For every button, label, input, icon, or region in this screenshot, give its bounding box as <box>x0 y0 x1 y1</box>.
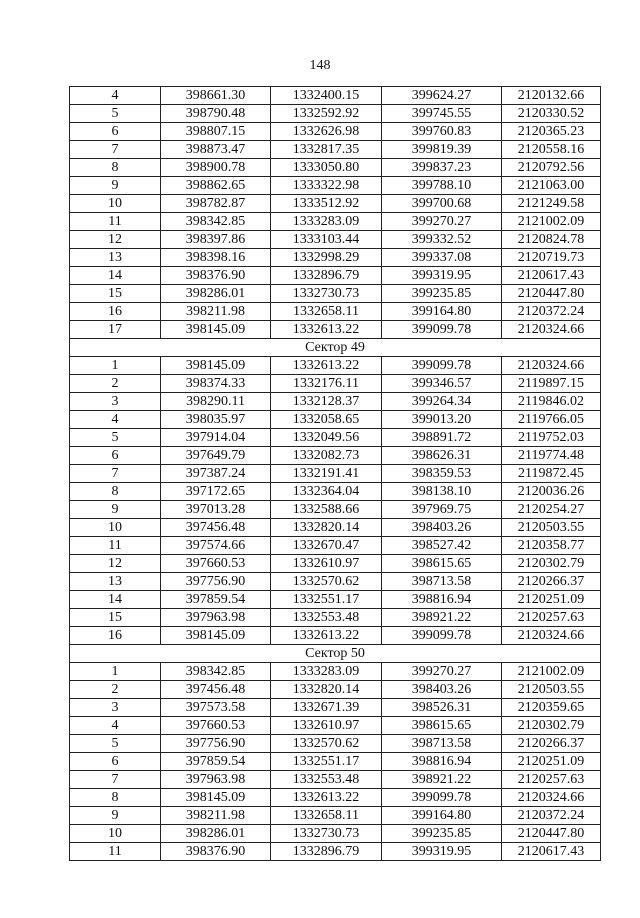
x1-cell: 397963.98 <box>161 609 271 627</box>
x2-cell: 399099.78 <box>382 627 502 645</box>
table-row <box>70 519 601 537</box>
x1-cell: 398342.85 <box>161 213 271 231</box>
x2-cell: 399837.23 <box>382 159 502 177</box>
x2-cell: 398403.26 <box>382 681 502 699</box>
x1-cell: 398862.65 <box>161 177 271 195</box>
table-row <box>70 447 601 465</box>
point-number-cell: 14 <box>70 591 161 609</box>
y1-cell: 1332610.97 <box>271 555 382 573</box>
point-number-cell: 6 <box>70 753 161 771</box>
y2-cell: 2120266.37 <box>502 735 601 753</box>
y1-cell: 1332998.29 <box>271 249 382 267</box>
y2-cell: 2119872.45 <box>502 465 601 483</box>
table-row <box>70 429 601 447</box>
x2-cell: 398527.42 <box>382 537 502 555</box>
x2-cell: 398921.22 <box>382 609 502 627</box>
point-number-cell: 5 <box>70 429 161 447</box>
y2-cell: 2121002.09 <box>502 663 601 681</box>
x2-cell: 398403.26 <box>382 519 502 537</box>
point-number-cell: 12 <box>70 231 161 249</box>
x1-cell: 398286.01 <box>161 285 271 303</box>
table-row <box>70 591 601 609</box>
y1-cell: 1332626.98 <box>271 123 382 141</box>
table-row <box>70 699 601 717</box>
table-row <box>70 627 601 645</box>
table-row <box>70 357 601 375</box>
table-row <box>70 267 601 285</box>
x1-cell: 398145.09 <box>161 789 271 807</box>
point-number-cell: 1 <box>70 357 161 375</box>
table-row <box>70 771 601 789</box>
x1-cell: 398398.16 <box>161 249 271 267</box>
y2-cell: 2119846.02 <box>502 393 601 411</box>
y1-cell: 1332364.04 <box>271 483 382 501</box>
x1-cell: 397859.54 <box>161 591 271 609</box>
y2-cell: 2119766.05 <box>502 411 601 429</box>
x1-cell: 397914.04 <box>161 429 271 447</box>
y2-cell: 2120266.37 <box>502 573 601 591</box>
x1-cell: 397859.54 <box>161 753 271 771</box>
y1-cell: 1332730.73 <box>271 285 382 303</box>
x1-cell: 398211.98 <box>161 303 271 321</box>
x1-cell: 397649.79 <box>161 447 271 465</box>
point-number-cell: 4 <box>70 411 161 429</box>
table-row <box>70 303 601 321</box>
y2-cell: 2119774.48 <box>502 447 601 465</box>
x2-cell: 398359.53 <box>382 465 502 483</box>
x2-cell: 399745.55 <box>382 105 502 123</box>
x2-cell: 399819.39 <box>382 141 502 159</box>
point-number-cell: 6 <box>70 447 161 465</box>
x1-cell: 398286.01 <box>161 825 271 843</box>
x2-cell: 399164.80 <box>382 303 502 321</box>
table-row <box>70 483 601 501</box>
point-number-cell: 6 <box>70 123 161 141</box>
y1-cell: 1332191.41 <box>271 465 382 483</box>
x2-cell: 399270.27 <box>382 663 502 681</box>
table-row <box>70 681 601 699</box>
x2-cell: 399332.52 <box>382 231 502 249</box>
table-row <box>70 807 601 825</box>
y2-cell: 2120251.09 <box>502 753 601 771</box>
table-row <box>70 159 601 177</box>
table-row <box>70 231 601 249</box>
sector-header-row <box>70 645 601 663</box>
point-number-cell: 5 <box>70 105 161 123</box>
y1-cell: 1332588.66 <box>271 501 382 519</box>
x2-cell: 398921.22 <box>382 771 502 789</box>
table-row <box>70 843 601 861</box>
x1-cell: 398376.90 <box>161 267 271 285</box>
x1-cell: 398342.85 <box>161 663 271 681</box>
y2-cell: 2120558.16 <box>502 141 601 159</box>
table-row <box>70 141 601 159</box>
x1-cell: 398782.87 <box>161 195 271 213</box>
y2-cell: 2121002.09 <box>502 213 601 231</box>
y1-cell: 1332610.97 <box>271 717 382 735</box>
y1-cell: 1333512.92 <box>271 195 382 213</box>
table-row <box>70 735 601 753</box>
x1-cell: 397963.98 <box>161 771 271 789</box>
point-number-cell: 10 <box>70 825 161 843</box>
x1-cell: 398145.09 <box>161 627 271 645</box>
y1-cell: 1332570.62 <box>271 735 382 753</box>
y1-cell: 1332817.35 <box>271 141 382 159</box>
y1-cell: 1332128.37 <box>271 393 382 411</box>
y2-cell: 2120365.23 <box>502 123 601 141</box>
y1-cell: 1332049.56 <box>271 429 382 447</box>
y1-cell: 1333103.44 <box>271 231 382 249</box>
x2-cell: 399235.85 <box>382 285 502 303</box>
table-row <box>70 573 601 591</box>
table-row <box>70 285 601 303</box>
point-number-cell: 9 <box>70 501 161 519</box>
point-number-cell: 7 <box>70 771 161 789</box>
point-number-cell: 3 <box>70 699 161 717</box>
point-number-cell: 3 <box>70 393 161 411</box>
y1-cell: 1332658.11 <box>271 303 382 321</box>
y2-cell: 2119752.03 <box>502 429 601 447</box>
y2-cell: 2121249.58 <box>502 195 601 213</box>
x2-cell: 398626.31 <box>382 447 502 465</box>
sector-title: Сектор 49 <box>70 339 601 357</box>
table-row <box>70 249 601 267</box>
table-row <box>70 501 601 519</box>
y2-cell: 2120302.79 <box>502 717 601 735</box>
point-number-cell: 10 <box>70 195 161 213</box>
x1-cell: 398145.09 <box>161 321 271 339</box>
y1-cell: 1332613.22 <box>271 321 382 339</box>
x1-cell: 398376.90 <box>161 843 271 861</box>
x2-cell: 399099.78 <box>382 321 502 339</box>
y2-cell: 2120372.24 <box>502 303 601 321</box>
x1-cell: 398807.15 <box>161 123 271 141</box>
y1-cell: 1332670.47 <box>271 537 382 555</box>
y2-cell: 2120617.43 <box>502 843 601 861</box>
x1-cell: 397660.53 <box>161 555 271 573</box>
y2-cell: 2120324.66 <box>502 321 601 339</box>
y2-cell: 2120372.24 <box>502 807 601 825</box>
x2-cell: 398615.65 <box>382 717 502 735</box>
x2-cell: 398615.65 <box>382 555 502 573</box>
sector-header-row <box>70 339 601 357</box>
point-number-cell: 8 <box>70 159 161 177</box>
page-number: 148 <box>309 58 331 73</box>
x1-cell: 397756.90 <box>161 735 271 753</box>
table-row <box>70 789 601 807</box>
y2-cell: 2120503.55 <box>502 681 601 699</box>
y2-cell: 2120359.65 <box>502 699 601 717</box>
point-number-cell: 9 <box>70 807 161 825</box>
x1-cell: 398211.98 <box>161 807 271 825</box>
y2-cell: 2120254.27 <box>502 501 601 519</box>
point-number-cell: 17 <box>70 321 161 339</box>
x1-cell: 397573.58 <box>161 699 271 717</box>
x1-cell: 398397.86 <box>161 231 271 249</box>
table-row <box>70 411 601 429</box>
x1-cell: 397756.90 <box>161 573 271 591</box>
point-number-cell: 16 <box>70 303 161 321</box>
table-row <box>70 465 601 483</box>
x2-cell: 398816.94 <box>382 753 502 771</box>
x1-cell: 397387.24 <box>161 465 271 483</box>
table-row <box>70 537 601 555</box>
y1-cell: 1332553.48 <box>271 771 382 789</box>
table-row <box>70 753 601 771</box>
x1-cell: 398900.78 <box>161 159 271 177</box>
x1-cell: 398873.47 <box>161 141 271 159</box>
x1-cell: 397660.53 <box>161 717 271 735</box>
sector-title: Сектор 50 <box>70 645 601 663</box>
x1-cell: 398790.48 <box>161 105 271 123</box>
point-number-cell: 15 <box>70 609 161 627</box>
y1-cell: 1332613.22 <box>271 357 382 375</box>
x2-cell: 399235.85 <box>382 825 502 843</box>
point-number-cell: 13 <box>70 249 161 267</box>
y1-cell: 1333283.09 <box>271 213 382 231</box>
x2-cell: 399319.95 <box>382 267 502 285</box>
y2-cell: 2120617.43 <box>502 267 601 285</box>
y2-cell: 2120251.09 <box>502 591 601 609</box>
x1-cell: 398661.30 <box>161 87 271 105</box>
point-number-cell: 2 <box>70 375 161 393</box>
x2-cell: 399099.78 <box>382 789 502 807</box>
x2-cell: 399624.27 <box>382 87 502 105</box>
y2-cell: 2120036.26 <box>502 483 601 501</box>
y1-cell: 1332820.14 <box>271 519 382 537</box>
x2-cell: 399788.10 <box>382 177 502 195</box>
y1-cell: 1332570.62 <box>271 573 382 591</box>
y2-cell: 2119897.15 <box>502 375 601 393</box>
y2-cell: 2120358.77 <box>502 537 601 555</box>
table-row <box>70 177 601 195</box>
x1-cell: 397172.65 <box>161 483 271 501</box>
coordinates-table-body <box>70 87 601 861</box>
point-number-cell: 13 <box>70 573 161 591</box>
table-row <box>70 609 601 627</box>
point-number-cell: 2 <box>70 681 161 699</box>
x1-cell: 398145.09 <box>161 357 271 375</box>
y2-cell: 2120719.73 <box>502 249 601 267</box>
y2-cell: 2121063.00 <box>502 177 601 195</box>
x1-cell: 397574.66 <box>161 537 271 555</box>
x2-cell: 399264.34 <box>382 393 502 411</box>
y1-cell: 1332730.73 <box>271 825 382 843</box>
y1-cell: 1333322.98 <box>271 177 382 195</box>
x2-cell: 397969.75 <box>382 501 502 519</box>
coordinates-table <box>69 86 601 861</box>
y1-cell: 1332896.79 <box>271 267 382 285</box>
x1-cell: 397456.48 <box>161 681 271 699</box>
x2-cell: 398138.10 <box>382 483 502 501</box>
x1-cell: 398035.97 <box>161 411 271 429</box>
y2-cell: 2120324.66 <box>502 357 601 375</box>
x2-cell: 398526.31 <box>382 699 502 717</box>
y1-cell: 1332613.22 <box>271 789 382 807</box>
point-number-cell: 9 <box>70 177 161 195</box>
point-number-cell: 12 <box>70 555 161 573</box>
table-row <box>70 321 601 339</box>
x2-cell: 398713.58 <box>382 573 502 591</box>
x2-cell: 398713.58 <box>382 735 502 753</box>
y1-cell: 1333283.09 <box>271 663 382 681</box>
x2-cell: 399337.08 <box>382 249 502 267</box>
table-row <box>70 213 601 231</box>
point-number-cell: 7 <box>70 465 161 483</box>
x2-cell: 398816.94 <box>382 591 502 609</box>
x2-cell: 399346.57 <box>382 375 502 393</box>
point-number-cell: 4 <box>70 87 161 105</box>
table-row <box>70 87 601 105</box>
table-row <box>70 375 601 393</box>
table-row <box>70 717 601 735</box>
y2-cell: 2120447.80 <box>502 285 601 303</box>
y1-cell: 1332058.65 <box>271 411 382 429</box>
y1-cell: 1332820.14 <box>271 681 382 699</box>
y1-cell: 1332613.22 <box>271 627 382 645</box>
point-number-cell: 5 <box>70 735 161 753</box>
x1-cell: 398374.33 <box>161 375 271 393</box>
y2-cell: 2120257.63 <box>502 609 601 627</box>
y1-cell: 1332551.17 <box>271 591 382 609</box>
y1-cell: 1332658.11 <box>271 807 382 825</box>
point-number-cell: 11 <box>70 537 161 555</box>
x1-cell: 398290.11 <box>161 393 271 411</box>
y1-cell: 1332592.92 <box>271 105 382 123</box>
x2-cell: 398891.72 <box>382 429 502 447</box>
y1-cell: 1332400.15 <box>271 87 382 105</box>
x2-cell: 399099.78 <box>382 357 502 375</box>
y2-cell: 2120132.66 <box>502 87 601 105</box>
point-number-cell: 4 <box>70 717 161 735</box>
x2-cell: 399700.68 <box>382 195 502 213</box>
y2-cell: 2120324.66 <box>502 789 601 807</box>
point-number-cell: 7 <box>70 141 161 159</box>
y2-cell: 2120330.52 <box>502 105 601 123</box>
y1-cell: 1332671.39 <box>271 699 382 717</box>
y1-cell: 1332553.48 <box>271 609 382 627</box>
point-number-cell: 16 <box>70 627 161 645</box>
table-row <box>70 555 601 573</box>
table-row <box>70 393 601 411</box>
y2-cell: 2120302.79 <box>502 555 601 573</box>
y1-cell: 1332551.17 <box>271 753 382 771</box>
table-row <box>70 825 601 843</box>
point-number-cell: 8 <box>70 789 161 807</box>
y2-cell: 2120792.56 <box>502 159 601 177</box>
y1-cell: 1332082.73 <box>271 447 382 465</box>
point-number-cell: 10 <box>70 519 161 537</box>
x2-cell: 399164.80 <box>382 807 502 825</box>
point-number-cell: 8 <box>70 483 161 501</box>
table-row <box>70 195 601 213</box>
x2-cell: 399319.95 <box>382 843 502 861</box>
x2-cell: 399013.20 <box>382 411 502 429</box>
table-row <box>70 663 601 681</box>
x1-cell: 397456.48 <box>161 519 271 537</box>
point-number-cell: 11 <box>70 213 161 231</box>
point-number-cell: 15 <box>70 285 161 303</box>
y2-cell: 2120447.80 <box>502 825 601 843</box>
point-number-cell: 1 <box>70 663 161 681</box>
y1-cell: 1333050.80 <box>271 159 382 177</box>
x1-cell: 397013.28 <box>161 501 271 519</box>
y1-cell: 1332896.79 <box>271 843 382 861</box>
y2-cell: 2120824.78 <box>502 231 601 249</box>
table-row <box>70 123 601 141</box>
y2-cell: 2120324.66 <box>502 627 601 645</box>
point-number-cell: 14 <box>70 267 161 285</box>
point-number-cell: 11 <box>70 843 161 861</box>
table-row <box>70 105 601 123</box>
x2-cell: 399760.83 <box>382 123 502 141</box>
y2-cell: 2120257.63 <box>502 771 601 789</box>
x2-cell: 399270.27 <box>382 213 502 231</box>
y2-cell: 2120503.55 <box>502 519 601 537</box>
y1-cell: 1332176.11 <box>271 375 382 393</box>
